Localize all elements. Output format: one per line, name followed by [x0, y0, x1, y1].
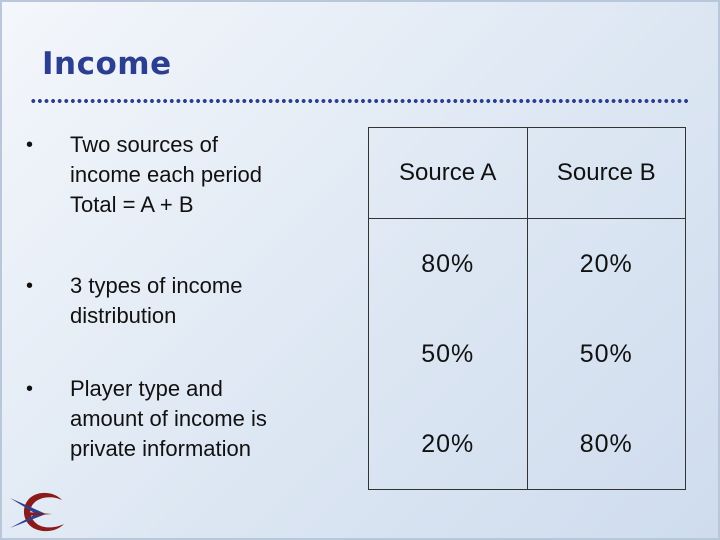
bullet-line: Player type and: [70, 376, 223, 401]
bullet-line: Two sources of: [70, 132, 218, 157]
table-cell: 50%: [369, 309, 528, 399]
bullet-item: [26, 374, 336, 464]
header-source-a: Source A: [369, 128, 528, 219]
table-row: [369, 309, 686, 399]
table-cell: 20%: [527, 219, 686, 310]
bullet-line: Total = A + B: [70, 192, 194, 217]
bullet-marker: •: [26, 134, 34, 156]
bullet-item: [26, 130, 336, 220]
table-row: [369, 219, 686, 310]
bullet-line: 3 types of income: [70, 273, 243, 298]
c-swoosh-logo-icon: [6, 488, 66, 536]
table-cell: 20%: [369, 399, 528, 490]
table-cell: 50%: [527, 309, 686, 399]
bullet-item: [26, 271, 336, 331]
title-divider: [30, 98, 690, 104]
bullet-line: income each period: [70, 162, 263, 187]
header-source-b: Source B: [527, 128, 686, 219]
bullet-line: private information: [70, 436, 251, 461]
slide-title: Income: [42, 46, 172, 82]
table-cell: 80%: [369, 219, 528, 310]
table-header-row: [369, 128, 686, 219]
income-distribution-table: [368, 127, 686, 490]
table-row: [369, 399, 686, 490]
bullet-marker: •: [26, 378, 34, 400]
bullet-line: distribution: [70, 303, 177, 328]
table-cell: 80%: [527, 399, 686, 490]
bullet-marker: •: [26, 275, 34, 297]
bullet-line: amount of income is: [70, 406, 267, 431]
